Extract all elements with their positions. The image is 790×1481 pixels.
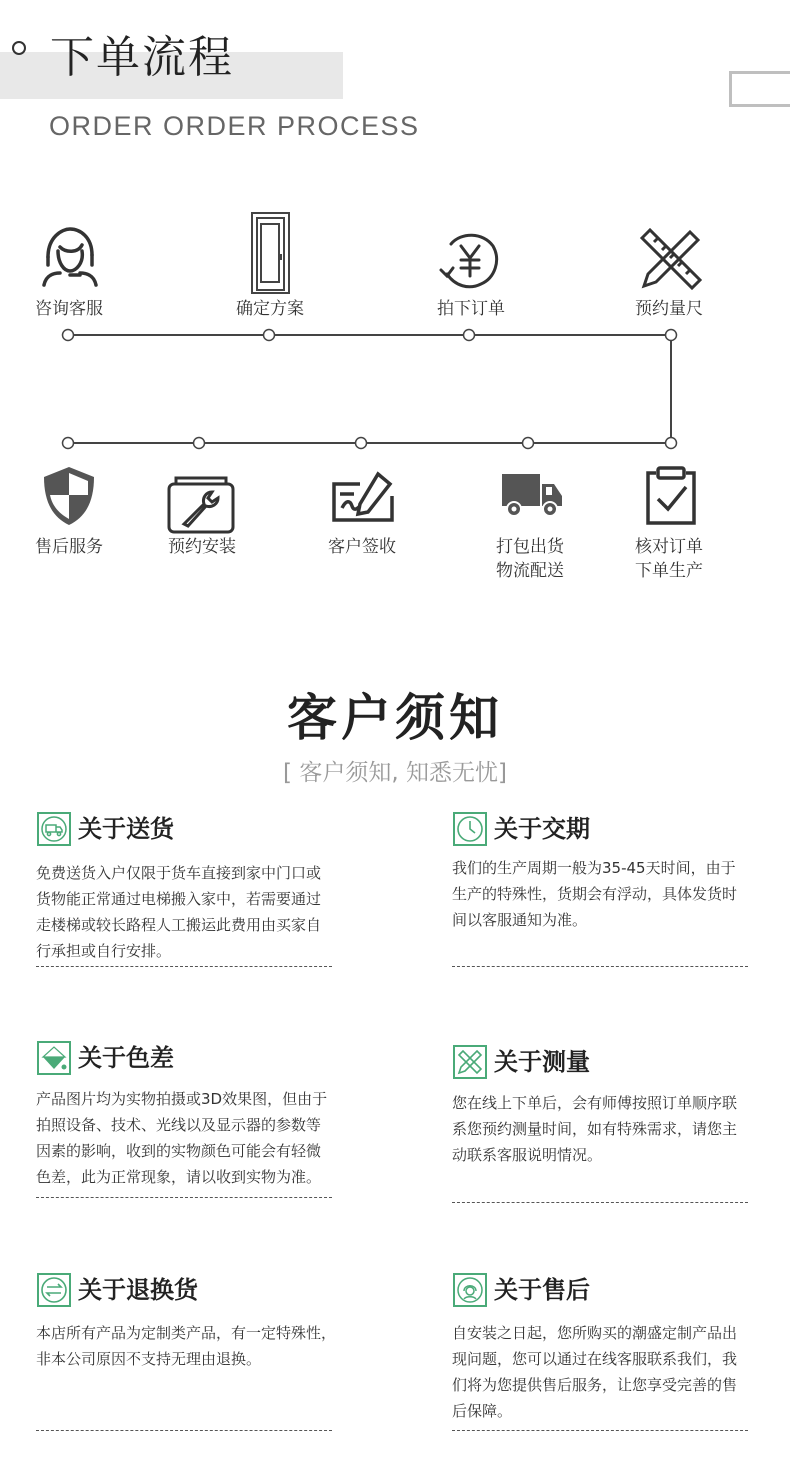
paint-bucket-icon xyxy=(37,1041,71,1075)
headset-icon xyxy=(453,1273,487,1307)
step-verify-line2: 下单生产 xyxy=(635,561,703,581)
card-line: 系您预约测量时间，如有特殊需求，请您主 xyxy=(452,1120,738,1138)
door-icon xyxy=(249,210,293,296)
card-line: 走楼梯或较长路程人工搬运此费用由买家自 xyxy=(36,916,322,934)
card-title-aftersale: 关于售后 xyxy=(494,1276,590,1304)
divider xyxy=(452,1430,748,1431)
customer-service-icon xyxy=(40,225,100,287)
divider xyxy=(36,966,332,967)
card-body-leadtime xyxy=(452,855,752,933)
step-aftersale: 售后服务 xyxy=(35,537,103,557)
ruler-pencil-icon xyxy=(636,226,704,294)
clock-icon xyxy=(453,812,487,846)
delivery-truck-icon xyxy=(37,812,71,846)
card-line: 您在线上下单后，会有师傅按照订单顺序联 xyxy=(452,1094,738,1112)
card-line: 行承担或自行安排。 xyxy=(36,942,172,960)
truck-icon xyxy=(500,472,564,518)
card-line: 后保障。 xyxy=(452,1402,513,1420)
step-consult: 咨询客服 xyxy=(35,299,103,319)
card-line: 本店所有产品为定制类产品，有一定特殊性， xyxy=(36,1324,337,1342)
card-title-delivery: 关于送货 xyxy=(78,815,174,843)
step-plan: 确定方案 xyxy=(236,299,304,319)
yuan-refresh-icon xyxy=(437,230,501,290)
card-line: 生产的特殊性，货期会有浮动，具体发货时 xyxy=(452,885,738,903)
card-line: 非本公司原因不支持无理由退换。 xyxy=(36,1350,262,1368)
step-ship-line1: 打包出货 xyxy=(496,537,564,557)
card-line: 自安装之日起，您所购买的潮盛定制产品出 xyxy=(452,1324,738,1342)
card-line: 产品图片均为实物拍摄或3D效果图，但由于 xyxy=(36,1090,328,1108)
card-line: 我们的生产周期一般为35-45天时间，由于 xyxy=(452,859,736,877)
card-line: 货物能正常通过电梯搬入家中，若需要通过 xyxy=(36,890,322,908)
card-title-returns: 关于退换货 xyxy=(78,1276,198,1304)
step-order: 拍下订单 xyxy=(437,299,505,319)
card-line: 间以客服通知为准。 xyxy=(452,911,588,929)
divider xyxy=(452,966,748,967)
card-line: 们将为您提供售后服务，让您享受完善的售 xyxy=(452,1376,738,1394)
card-body-measure xyxy=(452,1090,752,1168)
step-ship-line2: 物流配送 xyxy=(496,561,564,581)
notice-title: 客户须知 xyxy=(287,689,503,747)
ruler-pencil-icon xyxy=(453,1045,487,1079)
step-install: 预约安装 xyxy=(168,537,236,557)
card-title-measure: 关于测量 xyxy=(494,1048,590,1076)
card-line: 色差，此为正常现象，请以收到实物为准。 xyxy=(36,1168,322,1186)
clipboard-check-icon xyxy=(644,465,698,527)
divider xyxy=(36,1430,332,1431)
notice-subtitle: [ 客户须知, 知悉无忧] xyxy=(283,760,507,786)
step-receive: 客户签收 xyxy=(328,537,396,557)
card-line: 现问题，您可以通过在线客服联系我们，我 xyxy=(452,1350,738,1368)
step-measure: 预约量尺 xyxy=(635,299,703,319)
toolbox-icon xyxy=(166,472,236,534)
card-body-returns xyxy=(36,1320,356,1372)
card-body-delivery xyxy=(36,860,336,964)
card-body-color xyxy=(36,1086,336,1190)
card-body-aftersale xyxy=(452,1320,752,1424)
divider xyxy=(452,1202,748,1203)
exchange-icon xyxy=(37,1273,71,1307)
card-title-color: 关于色差 xyxy=(78,1044,174,1072)
card-line: 动联系客服说明情况。 xyxy=(452,1146,603,1164)
shield-icon xyxy=(42,465,96,527)
card-line: 拍照设备、技术、光线以及显示器的参数等 xyxy=(36,1116,322,1134)
card-title-leadtime: 关于交期 xyxy=(494,815,590,843)
card-line: 免费送货入户仅限于货车直接到家中门口或 xyxy=(36,864,322,882)
page-subtitle: ORDER ORDER PROCESS xyxy=(49,111,420,141)
page-title: 下单流程 xyxy=(50,32,234,83)
card-line: 因素的影响，收到的实物颜色可能会有轻微 xyxy=(36,1142,322,1160)
step-verify-line1: 核对订单 xyxy=(635,537,703,557)
divider xyxy=(36,1197,332,1198)
sign-icon xyxy=(330,470,396,524)
